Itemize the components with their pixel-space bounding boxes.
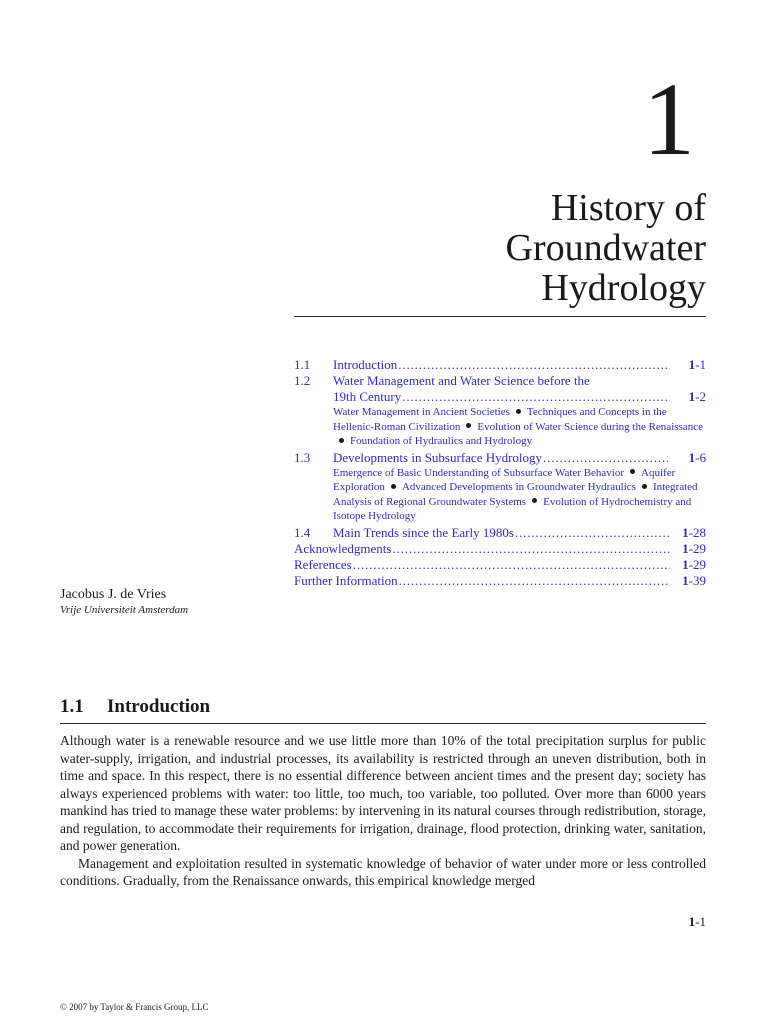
toc-leader-dots [402,389,670,405]
toc-entry-page[interactable]: 1-1 [688,357,706,372]
section-heading [60,695,706,724]
chapter-title-line: History of [550,187,706,229]
table-of-contents [294,357,706,589]
bullet-icon [339,438,344,443]
toc-subsection-link[interactable]: Advanced Developments in Groundwater Hydraulics [401,481,636,493]
paragraph: Although water is a renewable resource and we use little more than 10% of the total precipitation surplus for public water-supply, irrigation, and industrial processes, its availability is restricted through an uneven distribution, both in time and space. In this respect, there is no essential difference between ancient times and the present day; society has always experienced problems with water: too little, too much, too variable, too polluted. Over more than 6000 years mankind has tried to manage these water problems: by intervening in its natural courses through redistribution, storage, and regulation, to accommodate their requirements for irrigation, drainage, flood protection, drinking water, sanitation, and power generation. [60,733,706,853]
toc-entry-page[interactable]: 1-2 [688,389,706,404]
toc-subsection-link[interactable]: Emergence of Basic Understanding of Subsurface Water Behavior [333,466,625,479]
toc-leader-dots [353,557,670,573]
toc-leader-dots [543,450,670,466]
bullet-icon [630,469,635,474]
toc-leader-dots [515,525,670,541]
author-block [60,586,188,617]
toc-leader-dots [398,357,670,373]
toc-entry-title[interactable]: Water Management and Water Science before the [333,373,590,388]
toc-entry-number: 1.2 [294,373,311,388]
toc-entry-acknowledgments[interactable] [294,541,706,557]
toc-subsection-link[interactable]: Techniques and Concepts in the Hellenic-Roman Civilization [333,406,667,433]
toc-entry-page[interactable]: 1-39 [682,572,706,588]
toc-subsection-link[interactable]: Foundation of Hydraulics and Hydrology [350,435,533,447]
toc-entry-number: 1.1 [294,357,311,372]
author-affiliation: Vrije Universiteit Amsterdam [60,604,189,616]
toc-entry-title[interactable]: Introduction [333,357,398,372]
bullet-icon [516,409,521,414]
chapter-title-line: Groundwater [505,227,706,269]
toc-subsection-link[interactable]: Water Management in Ancient Societies [333,406,510,418]
toc-entry-page[interactable]: 1-28 [682,524,706,540]
toc-entry-water-management[interactable] [294,373,706,449]
toc-entry-title[interactable]: References [294,556,352,572]
copyright-notice: © 2007 by Taylor & Francis Group, LLC [60,1002,209,1012]
toc-entry-page[interactable]: 1-29 [682,540,706,556]
section-title: Introduction [107,696,211,717]
toc-subsections [294,466,706,524]
page-number: 1-1 [688,914,706,929]
bullet-icon [532,498,537,503]
chapter-title [286,188,706,308]
toc-entry-main-trends[interactable] [294,525,706,541]
toc-entry-number: 1.4 [294,524,311,540]
toc-subsections [294,405,706,449]
paragraph: Management and exploitation resulted in systematic knowledge of behavior of water under more or less controlled conditions. Gradually, from the Renaissance onwards, this empirical knowledge merged [60,855,706,888]
toc-subsection-link[interactable]: Integrated Analysis of Regional Groundwater Systems [333,481,698,508]
bullet-icon [466,423,471,428]
chapter-title-line: Hydrology [541,267,706,309]
toc-entry-page[interactable]: 1-6 [688,449,706,465]
toc-entry-title[interactable]: Acknowledgments [294,540,392,556]
chapter-number: 1 [643,62,695,177]
toc-entry-references[interactable] [294,557,706,573]
toc-entry-further-information[interactable] [294,573,706,589]
toc-leader-dots [399,573,670,589]
toc-entry-title-continued[interactable]: 19th Century [333,389,402,404]
toc-entry-title[interactable]: Developments in Subsurface Hydrology [333,449,543,465]
body-text [60,732,706,890]
toc-leader-dots [392,541,670,557]
toc-subsection-link[interactable]: Aquifer Exploration [333,466,676,493]
bullet-icon [391,484,396,489]
title-divider [294,316,706,317]
toc-entry-introduction[interactable] [294,357,706,373]
toc-entry-number: 1.3 [294,449,311,465]
toc-subsection-link[interactable]: Evolution of Water Science during the Renaissance [477,420,703,433]
bullet-icon [642,484,647,489]
toc-entry-title[interactable]: Main Trends since the Early 1980s [333,524,514,540]
section-number: 1.1 [60,696,84,717]
toc-entry-title[interactable]: Further Information [294,572,398,588]
toc-subsection-link[interactable]: Evolution of Hydrochemistry and Isotope Hydrology [333,495,692,522]
author-name: Jacobus J. de Vries [60,587,167,602]
toc-entry-subsurface-hydrology[interactable] [294,450,706,524]
toc-entry-page[interactable]: 1-29 [682,556,706,572]
